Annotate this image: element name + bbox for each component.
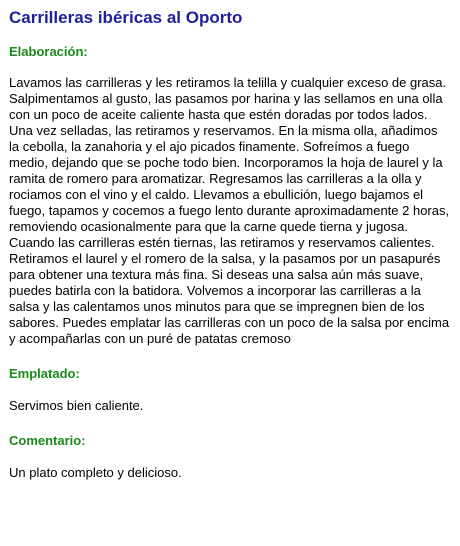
elaboracion-text: Lavamos las carrilleras y les retiramos la telilla y cualquier exceso de grasa. Salpimentamos al gusto, las pasamos por harina y las sellamos en una olla con un poco de aceite caliente hasta que estén doradas por todos lados. Una vez selladas, las retiramos y reservamos. En la misma olla, añadimos la cebolla, la zanahoria y el ajo picados finamente. Sofreímos a fuego medio, dejando que se poche todo bien. Incorporamos la hoja de laurel y la ramita de romero para aromatizar. Regresamos las carrilleras a la olla y rociamos con el vino y el caldo. Llevamos a ebullición, luego bajamos el fuego, tapamos y cocemos a fuego lento durante aproximadamente 2 horas, removiendo ocasionalmente para que la carne quede tierna y jugosa. Cuando las carrilleras estén tiernas, las retiramos y reservamos calientes. Retiramos el laurel y el romero de la salsa, y la pasamos por un pasapurés para obtener una textura más fina. Si deseas una salsa aún más suave, puedes batirla con la batidora. Volvemos a incorporar las carrilleras a la salsa y las calentamos unos minutos para que se impregnen bien de los sabores. Puedes emplatar las carrilleras con un poco de la salsa por encima y acompañarlas con un puré de patatas cremoso xyxy=(9,75,450,346)
comentario-text: Un plato completo y delicioso. xyxy=(9,465,182,480)
comentario-heading: Comentario: xyxy=(9,433,86,448)
elaboracion-heading: Elaboración: xyxy=(9,44,88,59)
emplatado-text: Servimos bien caliente. xyxy=(9,398,144,413)
emplatado-heading: Emplatado: xyxy=(9,366,80,381)
recipe-title: Carrilleras ibéricas al Oporto xyxy=(9,8,243,27)
